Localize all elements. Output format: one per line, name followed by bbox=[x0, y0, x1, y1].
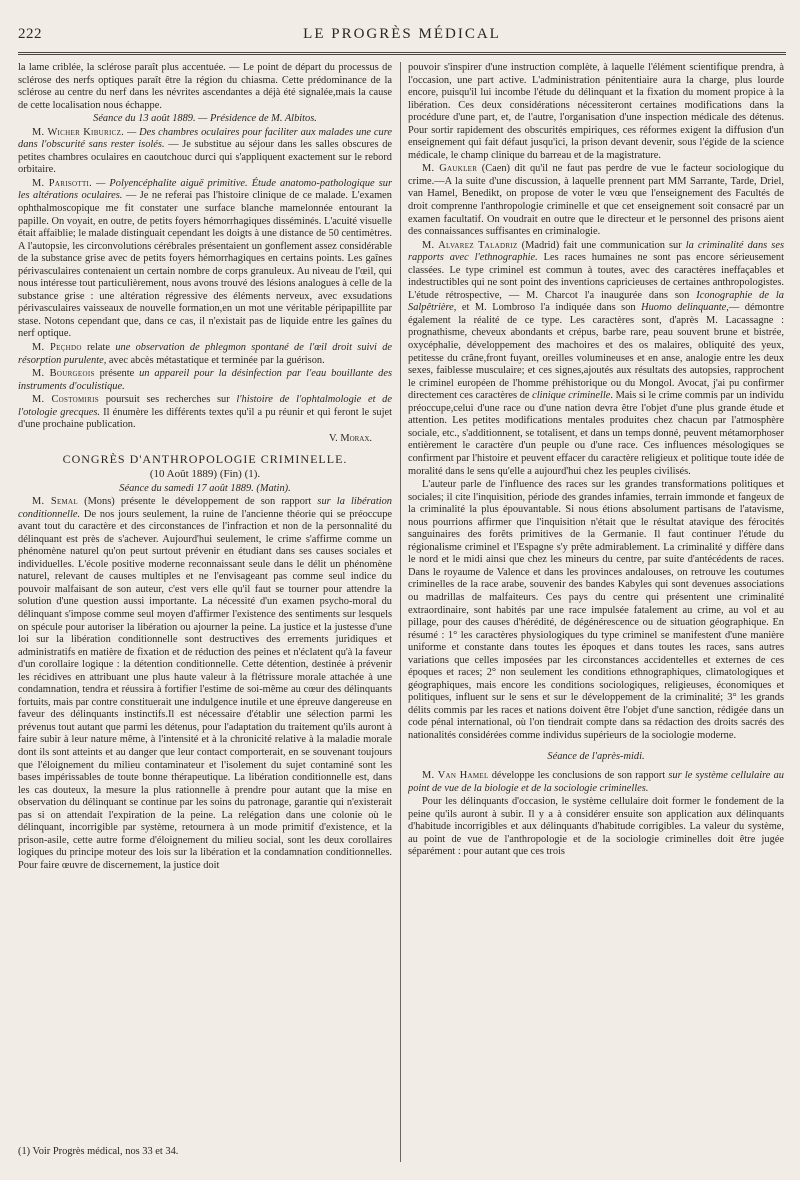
speaker-name: M. Van Hamel bbox=[422, 770, 489, 782]
paragraph: L'auteur parle de l'influence des races sur les grandes transformations politiques et sociales; il cite l'inquisition, période des grandes infamies, terrain immonde et fangeux de la criminalité la plus épouvantable. Si nous étions absolument partisans de l'atavisme, nous pourrions affirmer que l'inquisition n'était que le résultat atavique des férocités sanguinaires des forêts primitives de la Germanie. Il faut continuer l'étude du régionalisme criminel et l'Espagne s'y prête admirablement. La criminalité y diffère dans le nord et le midi ainsi que chez les mineurs du centre, par suite d'antécédents de races. Dans le royaume de Valence et dans les provinces andalouses, on retrouve les coutumes criminelles de la race arabe, souvenir des bandes Kabyles qui sont devenues associations ou madrillas de malfaiteurs. Ces pays du centre qui présentent une criminalité extraordinaire, sont habités par une race impulsée fatalement au crime, au vol et au pillage, pour des causes d'hérédité, de dégénérescence ou de situation géographique. En résumé : 1° les caractères physiologiques du type criminel se manifestent d'une manière uniforme et constante dans toutes les époques et dans toutes les races, sans autres variations que celles imposées par les circonstances accidentelles et externes de ces époques et races; 2° non seulement les conditions ethnographiques, climatologiques et géographiques, mais encore les conditions sociologiques, religieuses, économiques et politiques, influent sur le sens et sur le développement de la criminalité; 3° les grands délits commis par les races et nations doivent être l'objet d'une sanction, rédigée dans un code pénal international, où l'on tiendrait compte dans sa rédaction des droits sacrés des nationalités considérées comme individus supérieurs de la sociologie moderne. bbox=[408, 479, 784, 741]
page-number: 222 bbox=[18, 26, 42, 42]
paragraph-text: (Caen) dit qu'il ne faut pas perdre de vue le facteur sociologique du crime.—A la suite d'une discussion, à laquelle prennent part MM Sarrante, Tarde, Driel, van Hamel, Benedikt, on propose de voter le vœu que l'enseignement des Facultés de droit comprenne l'anthropologie criminelle et que cet enseignement soit consacré par un examen facultatif. On voudrait en outre que le directeur et le personnel des prisons aient des connaissances suffisantes en criminalogie. bbox=[408, 163, 784, 238]
communication-title: sur la libération conditionnelle. bbox=[18, 496, 392, 520]
paragraph bbox=[18, 178, 392, 341]
paragraph-text: ,— démontre également la réalité de ce type. Les caractères sont, d'après M. Lacassagne : prognathisme, cheveux abondants et crépus, barbe rare, peau souvent brune et bistrée, oxycéphalie, développement des machoires et des os malaires, obliquité des yeux, petitesse du crâne,front fuyant, oreilles volumineuses et en anse, analogie entre les deux sexes, faiblesse musculaire; et ces signes,ajoutés aux résultats des autopsies, rapprochent le criminel européen de l'homme préhistorique ou du Mongol. Avocat, j'ai pu confirmer directement ces caractères de bbox=[408, 302, 784, 402]
paragraph bbox=[18, 496, 392, 872]
section-title: CONGRÈS D'ANTHROPOLOGIE CRIMINELLE. bbox=[62, 452, 348, 467]
communication-title: sur le système cellulaire au point de vue de la biologie et de la sociologie criminelles. bbox=[408, 770, 784, 794]
speaker-name: M. Costomiris bbox=[32, 394, 99, 406]
session-heading: Séance de l'après-midi. bbox=[547, 750, 645, 762]
communication-title: — Polyencéphalite aiguë primitive. Étude anatomo-pathologique sur les altérations oculaires. bbox=[18, 177, 392, 202]
paragraph bbox=[408, 163, 784, 238]
paragraph bbox=[18, 394, 392, 432]
communication-title: la criminalité dans ses rapports avec l'ethnographie. bbox=[408, 239, 784, 264]
section-date: (10 Août 1889) (Fin) (1). bbox=[149, 467, 261, 480]
left-column bbox=[18, 62, 392, 1162]
paragraph-text: poursuit ses recherches sur bbox=[98, 394, 237, 406]
paragraph-text: Il énumère les différents textes qu'il a pu réunir et qui feront le sujet d'une prochaine publication. bbox=[18, 406, 392, 431]
paragraph-text: . Mais si le crime commis par un individu préoccupe,celui d'une race ou d'une nation devra être l'objet d'une plus grande étude et attention. Les petites modifications mentales produites chez chacun par l'atmosphère sociale, etc., s'additionnent, se totalisent, et dans un temps donné, peuvent métamorphoser entièrement le caractère d'un peuple ou d'une race. Ces influences mésologiques se confirment par l'histoire et peuvent effacer du caractère religieux et politique toute idée de moralité dans le sens qu'elle a aujourd'hui chez les peuples civilisés. bbox=[408, 390, 784, 477]
paragraph bbox=[18, 368, 392, 393]
communication-title: l'histoire de l'ophtalmologie et de l'otologie grecques. bbox=[18, 394, 392, 418]
session-heading: Séance du 13 août 1889. — Présidence de M. Albitos. bbox=[93, 113, 317, 125]
speaker-name: M. Gaukler bbox=[422, 163, 478, 175]
paragraph: pouvoir s'inspirer d'une instruction complète, à laquelle l'élément scientifique prendra, à l'occasion, une part active. L'administration pénitentiaire aura la charge, plus lourde encore, puisqu'il lui incombe l'étude du délinquant et la fixation du moment propice à la libération. Ces deux considérations nécessiteront certaines modifications dans la procédure d'une part, et, de l'autre, l'organisation d'une inspection médicale des détenus. Pour sortir rapidement des obscurités empiriques, ces réformes exigent la diffusion d'un enseignement qui fait défaut jusqu'ici, la prison devant devenir, sous l'égide de la science médicale, le champ clinique du barreau et de la magistrature. bbox=[408, 62, 784, 161]
author-signature: V. Morax. bbox=[328, 432, 372, 444]
paragraph: Pour les délinquants d'occasion, le système cellulaire doit former le fondement de la peine qu'ils auront à subir. Il y a à considérer ensuite son application aux délinquants d'habitude incorrigibles et aux délinquants d'habitude corrigibles. La valeur du système, au point de vue de l'anthropologie et de la sociologie criminelles doit être jugée séparément : pour autant que ces trois bbox=[408, 796, 784, 858]
paragraph-text: De nos jours seulement, la ruine de l'ancienne théorie qui se préoccupe avant tout du caractère et des circonstances de l'infraction et non de la personnalité du délinquant est près de s'achever. Aujourd'hui seulement, le crime s'affirme comme un phénomène naturel qu'on peut surtout prévenir en étudiant dans ses causes sociales et individuelles. L'école positive moderne reconnaissant seule dans le délit un phénomène naturel, relevant de causes multiples et ne l'envisageant pas comme seul indice du pouvoir malfaisant de son auteur, c'est vers elle qu'il faut se tourner pour attendre la solution d'une question aussi importante. La nécessité d'un examen psycho-moral du délinquant s'impose comme seul moyen d'affirmer l'existence des sentiments sur lesquels on spécule pour autoriser la libération ou ajourner la peine. La justice et la justesse d'une loi sur la libération conditionnelle sont destructives des errements juridiques et administratifs en matière de fixation et de réduction des peines et n'éclatent qu'à la faveur d'un corollaire logique : la détention conditionnelle. Cette détention, destinée à prévenir les récidives en attribuant une plus haute valeur à la flétrissure morale attachée à une condamnation, tendra et réussira à fortifier l'estime de soi-même au cœur des délinquants fortuits, mais par contre constituerait une indulgence inutile et une épreuve dangereuse en faveur des délinquants instinctifs.Il est nécessaire d'établir une sélection parmi les prévenus tout autant que parmi les détenus, pour l'adaptation du traitement qu'ils auront à faire subir à leur nature même, à l'intensité et à la chronicité relative à la maladie morale dont ils sont atteints et au danger que leur contact comporterait, en se souvenant toujours que l'éloignement du milieu contaminateur et l'isolement du sujet contaminé sont les bases impérissables de toute bonne thérapeutique. La libération conditionnelle est, dans les cas douteux, la mesure la plus rationnelle à prendre pour autant que la mise en observation du délinquant se continue par les soins du patronage, garantie qui n'existerait pas si on attendait l'expiration de la peine. La relégation dans une colonie où le délinquant, incorrigible par système, retournera à un mode primitif d'existence, et la prison-asile, cette autre forme d'éloignement du milieu social, sont les deux corollaires logiques du principe moteur des lois sur la libération et la condamnation conditionnelles. Pour faire œuvre de discernement, la justice doit bbox=[18, 508, 392, 871]
paragraph-text: développe les conclusions de son rapport bbox=[488, 770, 669, 782]
paragraph-text: (Madrid) fait une communication sur bbox=[517, 239, 686, 251]
header-rule bbox=[18, 52, 786, 55]
paragraph-text: (Mons) présente le développement de son rapport bbox=[77, 496, 318, 508]
spacer bbox=[408, 744, 784, 750]
speaker-name: M. Bourgeois bbox=[32, 368, 95, 380]
reference-title: Huomo delinquante bbox=[641, 302, 727, 314]
paragraph bbox=[408, 770, 784, 795]
journal-title: LE PROGRÈS MÉDICAL bbox=[303, 26, 501, 42]
paragraph: la lame criblée, la sclérose paraît plus accentuée. — Le point de départ du processus de sclérose des nerfs optiques paraît être la région du chiasma. Cette prédominance de la sclérose au centre du nerf dans les névrites ascendantes a déjà été signalée,mais la cause de cette localisation nous échappe. bbox=[18, 62, 392, 111]
speaker-name: M. Alvarez Taladriz bbox=[422, 239, 518, 251]
reference-title: Iconographie de la Salpêtrière bbox=[408, 289, 784, 314]
speaker-name: M. Wicher Kiburicz. bbox=[32, 126, 125, 138]
speaker-name: M. Peçhdo bbox=[32, 342, 82, 354]
speaker-name: M. Parisotti. bbox=[32, 177, 93, 189]
footnote: (1) Voir Progrès médical, nos 33 et 34. bbox=[18, 1145, 179, 1157]
paragraph-text: — Je substitue au séjour dans les salles obscures de petites chambres oculaires en caoutchouc durci qui s'appliquent exactement sur le rebord orbitaire. bbox=[18, 139, 392, 176]
paragraph-text: , et M. Lombroso l'a indiquée dans son bbox=[453, 302, 642, 314]
communication-title: une observation de phlegmon spontané de l'œil droit suivi de résorption purulente, bbox=[18, 342, 392, 366]
speaker-name: M. Semal bbox=[32, 496, 78, 508]
paragraph-text: relate bbox=[81, 342, 116, 354]
communication-title: — Des chambres oculaires pour faciliter aux malades une cure dans l'obscurité sans rester isolés. bbox=[18, 126, 392, 151]
session-heading: Séance du samedi 17 août 1889. (Matin). bbox=[119, 482, 291, 494]
paragraph bbox=[18, 342, 392, 367]
paragraph-text: — Je ne referai pas l'histoire clinique de ce malade. L'examen ophthalmoscopique me fit constater une surface blanche mamelonnée entourant la papille. On voyait, en outre, de petits foyers hémorrhagiques disséminés. L'acuité visuelle était affaiblie; le malade distinguait cependant les doigts à une distance de 50 centimètres. A l'autopsie, les circonvolutions cérébrales présentaient un gonflement assez considérable de la substance grise avec de petits foyers hémorrhagiques en certains points. Les gaînes périvasculaires contenaient un certain nombre de corps granuleux. Au niveau de l'œil, qui nous intéresse tout particulièrement, nous avons trouvé des lésions analogues à celle de la substance grise : une altération régressive des éléments nerveux, avec exsudations périvasculaires vaisseaux de nouvelle formation,en un mot une véritable péripapillite par stase. Notons cependant que, dans ce cas, il n'existait pas de liquide entre les gaînes du nerf optique. bbox=[18, 190, 392, 340]
column-divider bbox=[400, 62, 401, 1162]
communication-title: un appareil pour la désinfection par l'eau bouillante des instruments d'oculistique. bbox=[18, 368, 392, 392]
paragraph bbox=[408, 240, 784, 478]
paragraph-text: présente bbox=[94, 368, 140, 380]
right-column bbox=[408, 62, 784, 1162]
paragraph-text: avec abcès métastatique et terminée par la guérison. bbox=[106, 354, 325, 366]
reference-title: clinique criminelle bbox=[532, 390, 611, 402]
page-header bbox=[18, 26, 786, 46]
paragraph bbox=[18, 127, 392, 177]
paragraph-text: Les races humaines ne sont pas encore sérieusement classées. Le type criminel est commun à toutes, avec des caractères ineffaçables et indestructibles qui ne sont point des inventions capricieuses de certaines anthropologistes. L'étude rétrospective, — M. Charcot l'a inaugurée dans son bbox=[408, 252, 784, 301]
